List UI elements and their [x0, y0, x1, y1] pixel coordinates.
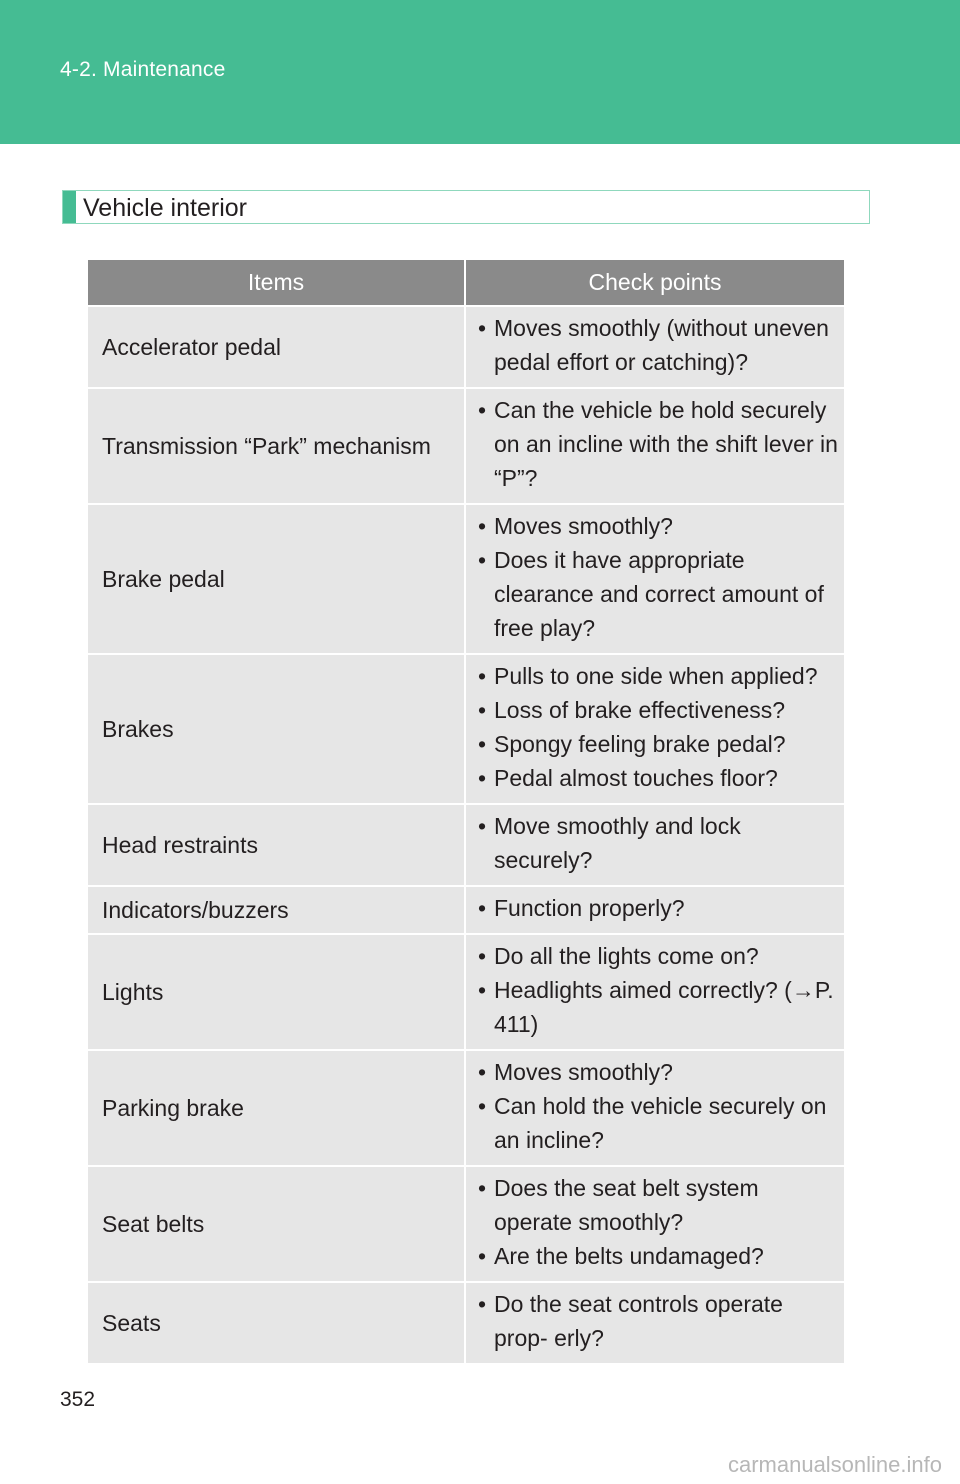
page-number: 352 [60, 1388, 96, 1411]
check-table [88, 260, 844, 1365]
item-cell: Transmission “Park” mechanism [88, 388, 465, 504]
check-point-item: • Do all the lights come on? [478, 939, 838, 973]
table-row [88, 1166, 844, 1282]
column-header-check-points: Check points [465, 260, 844, 306]
table-row [88, 1282, 844, 1364]
item-cell: Brakes [88, 654, 465, 804]
section-heading [62, 190, 870, 224]
table-row [88, 388, 844, 504]
watermark: carmanualsonline.info [727, 1452, 942, 1477]
check-point-item: • Pulls to one side when applied? [478, 659, 838, 693]
check-point-item: • Moves smoothly? [478, 509, 838, 543]
check-point-item: • Move smoothly and lock securely? [478, 809, 838, 877]
check-points-cell [465, 886, 844, 934]
check-point-item: • Can hold the vehicle securely on an incline? [478, 1089, 838, 1157]
item-cell: Accelerator pedal [88, 306, 465, 388]
check-points-cell [465, 1050, 844, 1166]
check-point-item: • Headlights aimed correctly? (→P. 411) [478, 973, 838, 1041]
check-point-item: • Do the seat controls operate prop- erly? [478, 1287, 838, 1355]
table-row [88, 886, 844, 934]
check-points-cell [465, 1282, 844, 1364]
table-row [88, 804, 844, 886]
check-point-item: • Loss of brake effectiveness? [478, 693, 838, 727]
item-cell: Seats [88, 1282, 465, 1364]
check-points-cell [465, 654, 844, 804]
check-point-item: • Moves smoothly (without uneven pedal effort or catching)? [478, 311, 838, 379]
chapter-title: 4-2. Maintenance [60, 58, 226, 81]
page-header [0, 0, 960, 144]
check-points-cell [465, 1166, 844, 1282]
item-cell: Indicators/buzzers [88, 886, 465, 934]
table-row [88, 1050, 844, 1166]
check-points-cell [465, 934, 844, 1050]
table-body [88, 306, 844, 1364]
item-cell: Parking brake [88, 1050, 465, 1166]
table-header-row [88, 260, 844, 306]
table-row [88, 934, 844, 1050]
check-point-item: • Function properly? [478, 891, 838, 925]
section-title: Vehicle interior [83, 194, 247, 222]
item-cell: Seat belts [88, 1166, 465, 1282]
table-row [88, 306, 844, 388]
check-points-cell [465, 804, 844, 886]
check-point-item: • Are the belts undamaged? [478, 1239, 838, 1273]
check-point-item: • Does the seat belt system operate smoothly? [478, 1171, 838, 1239]
item-cell: Brake pedal [88, 504, 465, 654]
column-header-items: Items [88, 260, 465, 306]
check-point-item: • Moves smoothly? [478, 1055, 838, 1089]
check-point-item: • Pedal almost touches floor? [478, 761, 838, 795]
item-cell: Lights [88, 934, 465, 1050]
check-points-cell [465, 306, 844, 388]
section-accent-bar [63, 191, 76, 223]
table-row [88, 504, 844, 654]
check-point-item: • Spongy feeling brake pedal? [478, 727, 838, 761]
check-point-item: • Can the vehicle be hold securely on an incline with the shift lever in “P”? [478, 393, 838, 495]
table-row [88, 654, 844, 804]
item-cell: Head restraints [88, 804, 465, 886]
check-points-cell [465, 388, 844, 504]
check-points-cell [465, 504, 844, 654]
check-point-item: • Does it have appropriate clearance and correct amount of free play? [478, 543, 838, 645]
